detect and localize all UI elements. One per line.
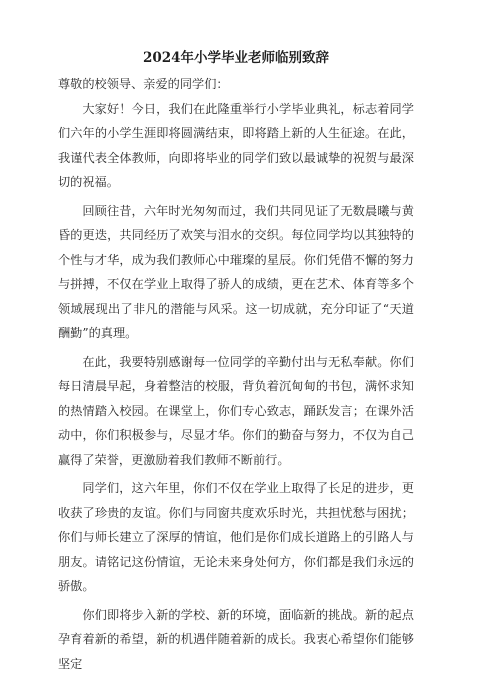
document-title: 2024年小学毕业老师临别致辞 [58,48,414,68]
paragraph-3: 在此，我要特别感谢每一位同学的辛勤付出与无私奉献。你们每日清晨早起，身着整洁的校服，背负着沉甸甸的书包，满怀求知的热情踏入校园。在课堂上，你们专心致志，踊跃发言；在课外活动中，你们积极参与，尽显才华。你们的勤奋与努力，不仅为自己赢得了荣誉，更激励着我们教师不断前行。 [58,350,414,473]
paragraph-2: 回顾往昔，六年时光匆匆而过，我们共同见证了无数晨曦与黄昏的更迭，共同经历了欢笑与泪水的交织。每位同学均以其独特的个性与才华，成为我们教师心中璀璨的星辰。你们凭借不懈的努力与拼搏，不仅在学业上取得了骄人的成绩，更在艺术、体育等多个领域展现出了非凡的潜能与风采。这一切成就，充分印证了“天道酬勤”的真理。 [58,199,414,346]
salutation: 尊敬的校领导、亲爱的同学们： [58,72,414,97]
paragraph-4: 同学们，这六年里，你们不仅在学业上取得了长足的进步，更收获了珍贵的友谊。你们与同窗共度欢乐时光，共担忧愁与困扰；你们与师长建立了深厚的情谊，他们是你们成长道路上的引路人与朋友。请铭记这份情谊，无论未来身处何方，你们都是我们永远的骄傲。 [58,476,414,599]
paragraph-5: 你们即将步入新的学校、新的环境，面临新的挑战。新的起点孕育着新的希望，新的机遇伴随着新的成长。我衷心希望你们能够坚定 [58,603,414,676]
paragraph-1: 大家好！今日，我们在此隆重举行小学毕业典礼，标志着同学们六年的小学生涯即将圆满结束，即将踏上新的人生征途。在此，我谨代表全体教师，向即将毕业的同学们致以最诚挚的祝贺与最深切的祝福。 [58,97,414,195]
